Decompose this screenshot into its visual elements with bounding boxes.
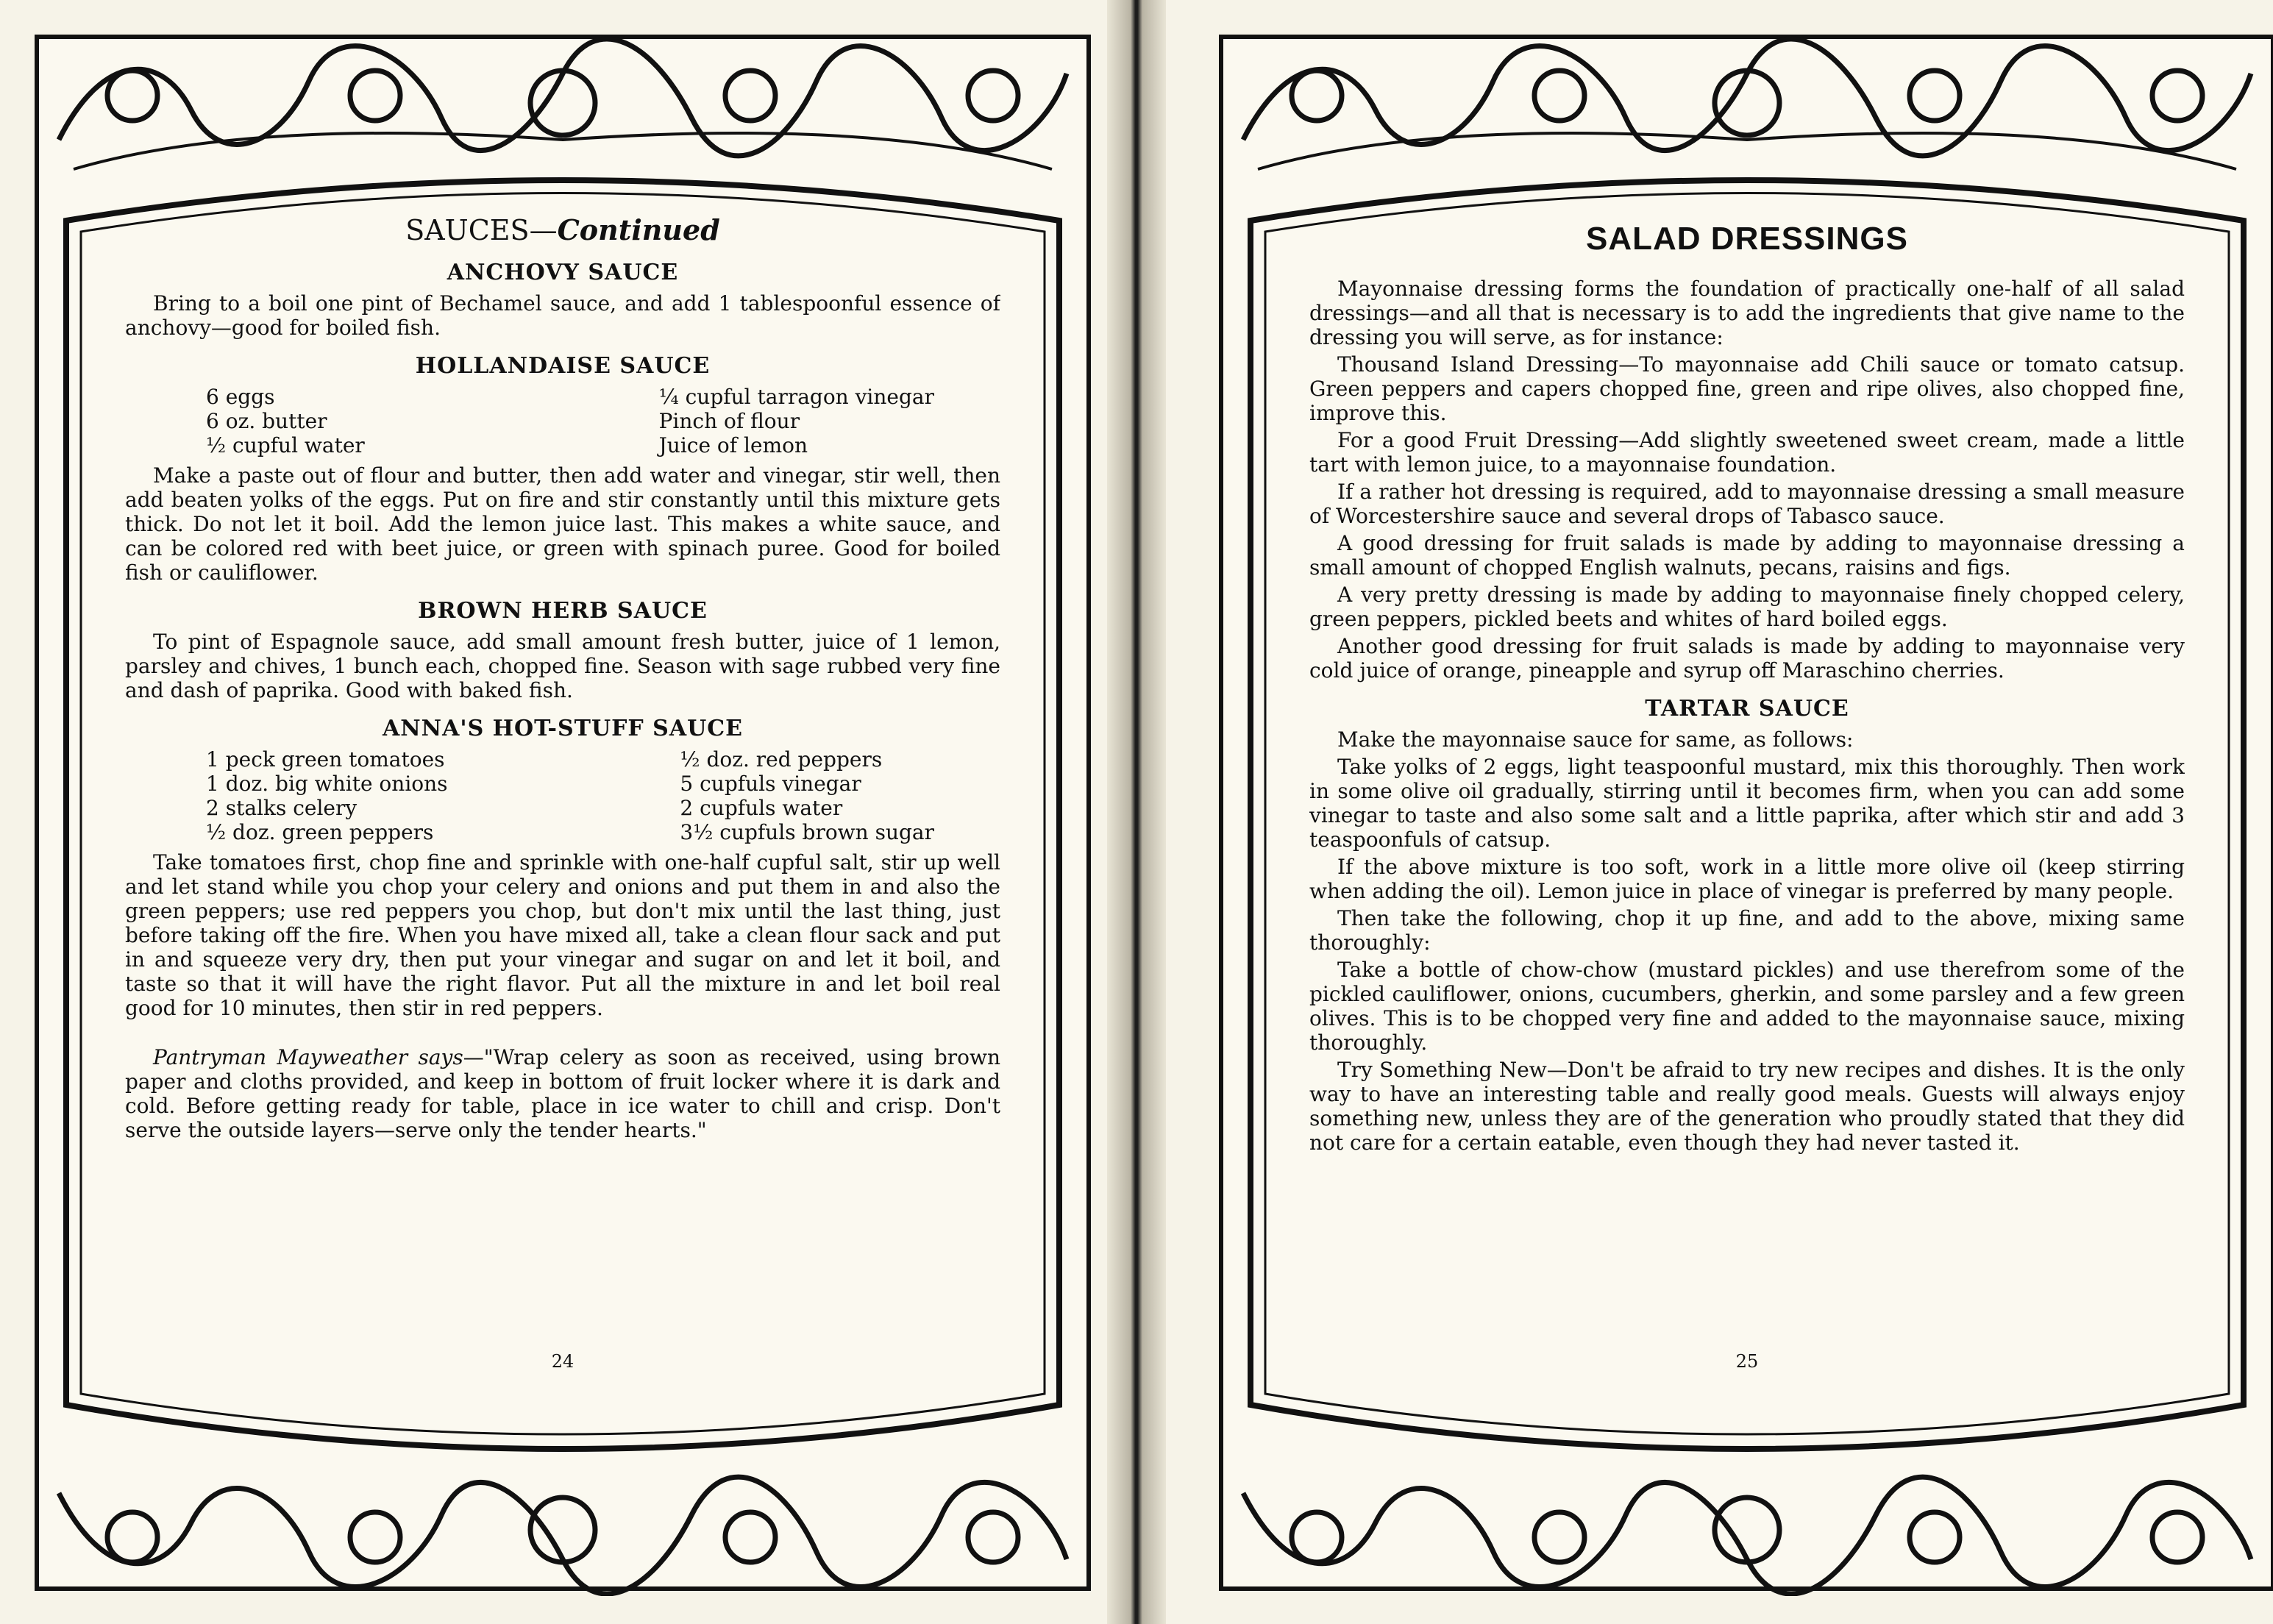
book-gutter [1107,0,1166,1624]
pantryman-quote [125,1045,1000,1142]
page-number: 25 [1735,1351,1759,1372]
ingredient: Pinch of flour [658,409,800,433]
quote-text: —"Wrap celery as soon as received, using brown paper and cloths provided, and keep in bottom of fruit locker where it is dark and cold. Before getting ready for table, place in ice water to chill and crisp. Don't serve the outside layers—serve only the tender hearts." [125,1045,1000,1142]
ingredient: 2 cupfuls water [680,796,843,820]
paragraph: For a good Fruit Dressing—Add slightly sweetened sweet cream, made a little tart with lemon juice, to a mayonnaise foundation. [1309,428,2185,477]
paragraph: A very pretty dressing is made by adding to mayonnaise finely chopped celery, green peppers, pickled beets and whites of hard boiled eggs. [1309,583,2185,631]
paragraph: Another good dressing for fruit salads is made by adding to mayonnaise very cold juice of orange, pineapple and syrup off Maraschino cherries. [1309,634,2185,683]
brown-herb-sauce-heading: BROWN HERB SAUCE [418,598,708,624]
hot-stuff-sauce-text: Take tomatoes first, chop fine and sprinkle with one-half cupful salt, stir up well and let stand while you chop your celery and onions and put them in and also the green peppers; use red peppers you chop, but don't mix until the last thing, just before taking off the fire. When you have mixed all, take a clean flour sack and put in and squeeze very dry, then put your vinegar and sugar on and let it boil, and taste so that it will have the right flavor. Put all the mixture in and let boil real good for 10 minutes, then stir in red peppers. [125,850,1000,1020]
ingredient: 6 eggs [206,385,275,409]
paragraph: Make the mayonnaise sauce for same, as follows: [1337,727,1854,752]
paragraph: Thousand Island Dressing—To mayonnaise add Chili sauce or tomato catsup. Green peppers and capers chopped fine, green and ripe olives, also chopped fine, improve this. [1309,352,2185,425]
ingredient: 1 peck green tomatoes [206,747,445,772]
left-page [29,29,1096,1596]
ingredient: Juice of lemon [658,433,808,457]
tartar-sauce-heading: TARTAR SAUCE [1645,696,1849,722]
paragraph: Mayonnaise dressing forms the foundation of practically one-half of all salad dressings—and all that is necessary is to add the ingredients that give name to the dressing you will serve, as for instance: [1309,277,2185,349]
hollandaise-ingredients [125,385,1000,457]
hot-stuff-sauce-heading: ANNA'S HOT-STUFF SAUCE [382,716,744,741]
ingredient-list-left [206,385,365,457]
hollandaise-sauce-text: Make a paste out of flour and butter, then add water and vinegar, stir well, then add beaten yolks of the eggs. Put on fire and stir constantly until this mixture gets thick. Do not let it boil. Add the lemon juice last. This makes a white sauce, and can be colored red with beet juice, or green with spinach puree. Good for boiled fish or cauliflower. [125,463,1000,585]
ingredient: 6 oz. butter [206,409,327,433]
ingredient: ½ doz. green peppers [206,820,434,844]
ingredient: ¼ cupful tarragon vinegar [658,385,934,409]
paragraph: Try Something New—Don't be afraid to try new recipes and dishes. It is the only way to have an interesting table and really good meals. Guests will always enjoy something new, unless they are of the generation who proudly stated that they did not care for a certain eatable, even though they had never tasted it. [1309,1058,2185,1155]
ingredient-list-right [659,385,934,457]
quote-speaker: Pantryman Mayweather says [153,1045,463,1069]
ingredient-list-left [206,747,448,844]
right-page [1214,29,2273,1596]
anchovy-sauce-heading: ANCHOVY SAUCE [447,260,679,285]
page-title: SAUCES—Continued [405,213,720,246]
ingredient: 5 cupfuls vinegar [680,772,861,796]
paragraph: Take a bottle of chow-chow (mustard pickles) and use therefrom some of the pickled cauliflower, onions, cucumbers, gherkin, and some parsley and a few green olives. This is to be chopped very fine and added to the mayonnaise sauce, mixing thoroughly. [1309,958,2185,1055]
anchovy-sauce-text: Bring to a boil one pint of Bechamel sauce, and add 1 tablespoonful essence of anchovy—good for boiled fish. [125,291,1000,340]
paragraph: A good dressing for fruit salads is made by adding to mayonnaise dressing a small amount of chopped English walnuts, pecans, raisins and figs. [1309,531,2185,580]
hot-stuff-ingredients [125,747,1000,844]
brown-herb-sauce-text: To pint of Espagnole sauce, add small amount fresh butter, juice of 1 lemon, parsley and chives, 1 bunch each, chopped fine. Season with sage rubbed very fine and dash of paprika. Good with baked fish. [125,630,1000,702]
page-number: 24 [551,1351,575,1372]
left-page-content [125,213,1000,1405]
ingredient-list-right [680,747,934,844]
ingredient: ½ cupful water [206,433,365,457]
paragraph: Take yolks of 2 eggs, light teaspoonful mustard, mix this thoroughly. Then work in some olive oil gradually, stirring until it becomes firm, when you can add some vinegar to taste and also some salt and a little paprika, after which stir and add 3 teaspoonfuls of catsup. [1309,755,2185,852]
ingredient: 3½ cupfuls brown sugar [680,820,934,844]
ingredient: ½ doz. red peppers [680,747,883,772]
paragraph: If the above mixture is too soft, work in a little more olive oil (keep stirring when adding the oil). Lemon juice in place of vinegar is preferred by many people. [1309,855,2185,903]
hollandaise-sauce-heading: HOLLANDAISE SAUCE [415,353,711,379]
ingredient: 1 doz. big white onions [206,772,448,796]
right-page-content [1309,213,2185,1405]
paragraph: If a rather hot dressing is required, add to mayonnaise dressing a small measure of Worcestershire sauce and several drops of Tabasco sauce. [1309,480,2185,528]
ingredient: 2 stalks celery [206,796,358,820]
page-title: SALAD DRESSINGS [1586,221,1908,257]
paragraph: Then take the following, chop it up fine, and add to the above, mixing same thoroughly: [1309,906,2185,955]
